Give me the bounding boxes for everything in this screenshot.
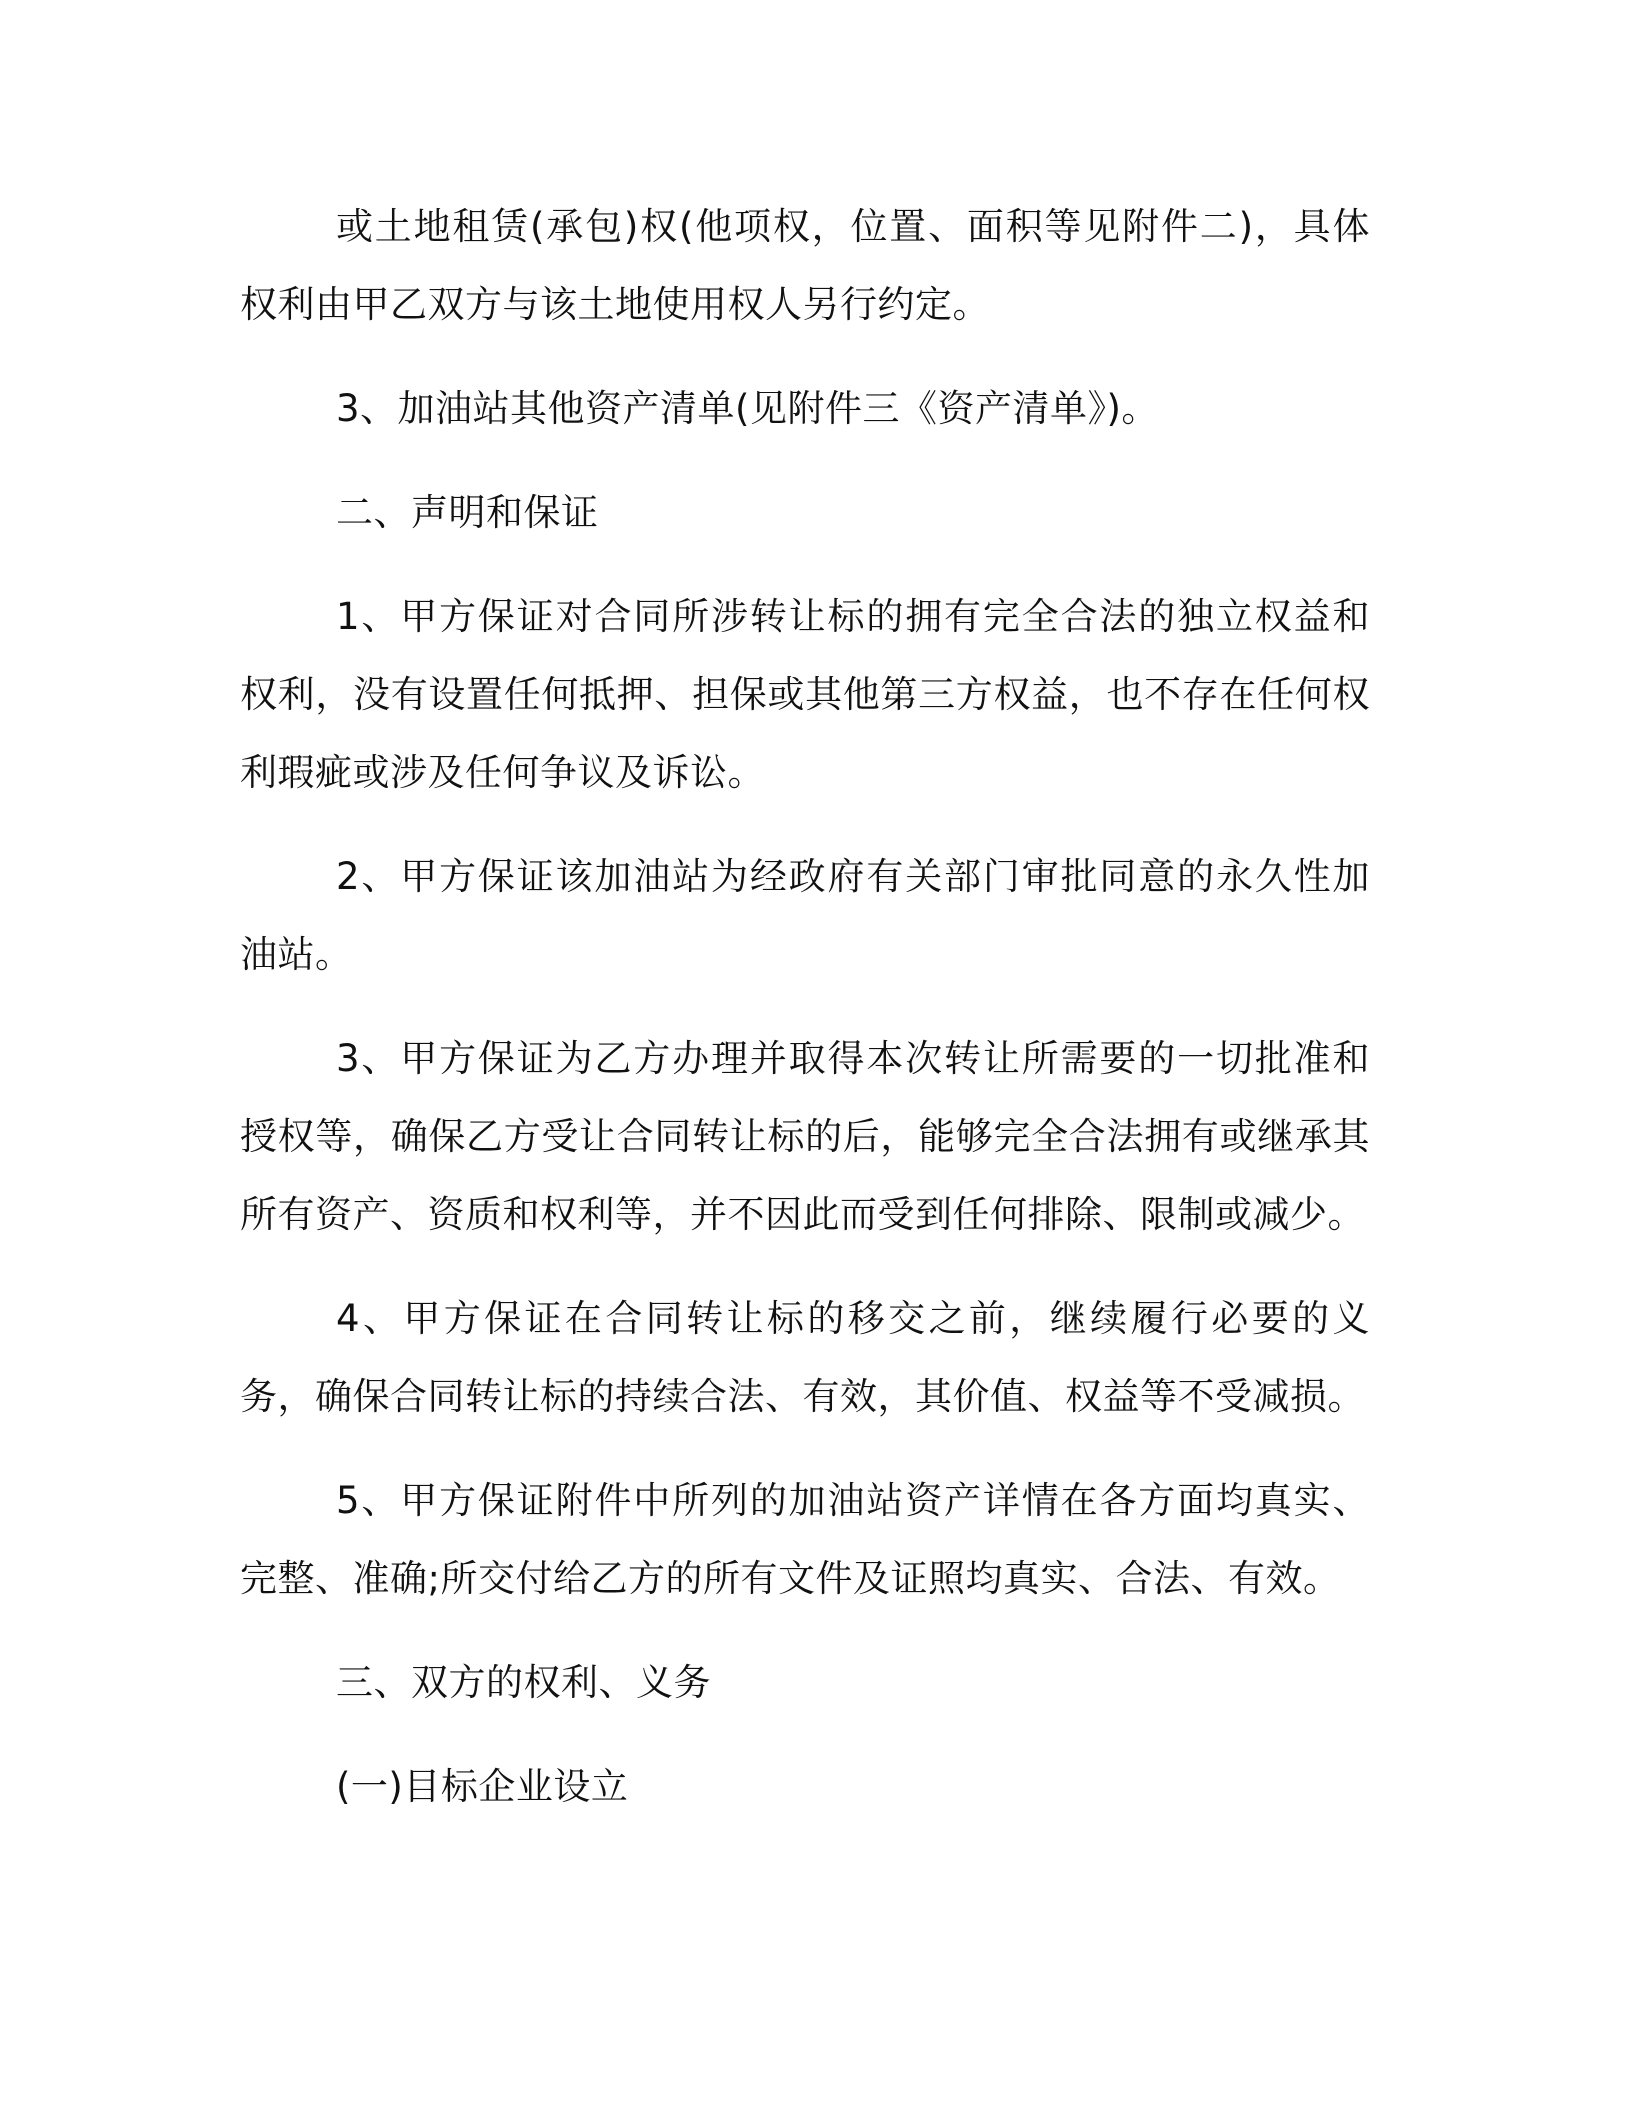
subsection-heading-target-enterprise: (一)目标企业设立: [336, 1765, 629, 1808]
paragraph-warranty-4: 4、甲方保证在合同转让标的移交之前，继续履行必要的义务，确保合同转让标的持续合法、有效，其价值、权益等不受减损。: [240, 1297, 1370, 1418]
paragraph-warranty-2: 2、甲方保证该加油站为经政府有关部门审批同意的永久性加油站。: [240, 855, 1370, 976]
section-heading-rights-obligations: 三、双方的权利、义务: [336, 1661, 711, 1704]
paragraph-land-lease: 或土地租赁(承包)权(他项权，位置、面积等见附件二)，具体权利由甲乙双方与该土地使用权人另行约定。: [240, 205, 1370, 326]
document-body: [240, 188, 1370, 1852]
paragraph-warranty-5: 5、甲方保证附件中所列的加油站资产详情在各方面均真实、完整、准确;所交付给乙方的所有文件及证照均真实、合法、有效。: [240, 1479, 1370, 1600]
paragraph-warranty-1: 1、甲方保证对合同所涉转让标的拥有完全合法的独立权益和权利，没有设置任何抵押、担保或其他第三方权益，也不存在任何权利瑕疵或涉及任何争议及诉讼。: [240, 595, 1370, 794]
section-heading-declarations: 二、声明和保证: [336, 491, 599, 534]
paragraph-asset-list: 3、加油站其他资产清单(见附件三《资产清单》)。: [336, 387, 1159, 430]
paragraph-warranty-3: 3、甲方保证为乙方办理并取得本次转让所需要的一切批准和授权等，确保乙方受让合同转让标的后，能够完全合法拥有或继承其所有资产、资质和权利等，并不因此而受到任何排除、限制或减少。: [240, 1037, 1370, 1236]
